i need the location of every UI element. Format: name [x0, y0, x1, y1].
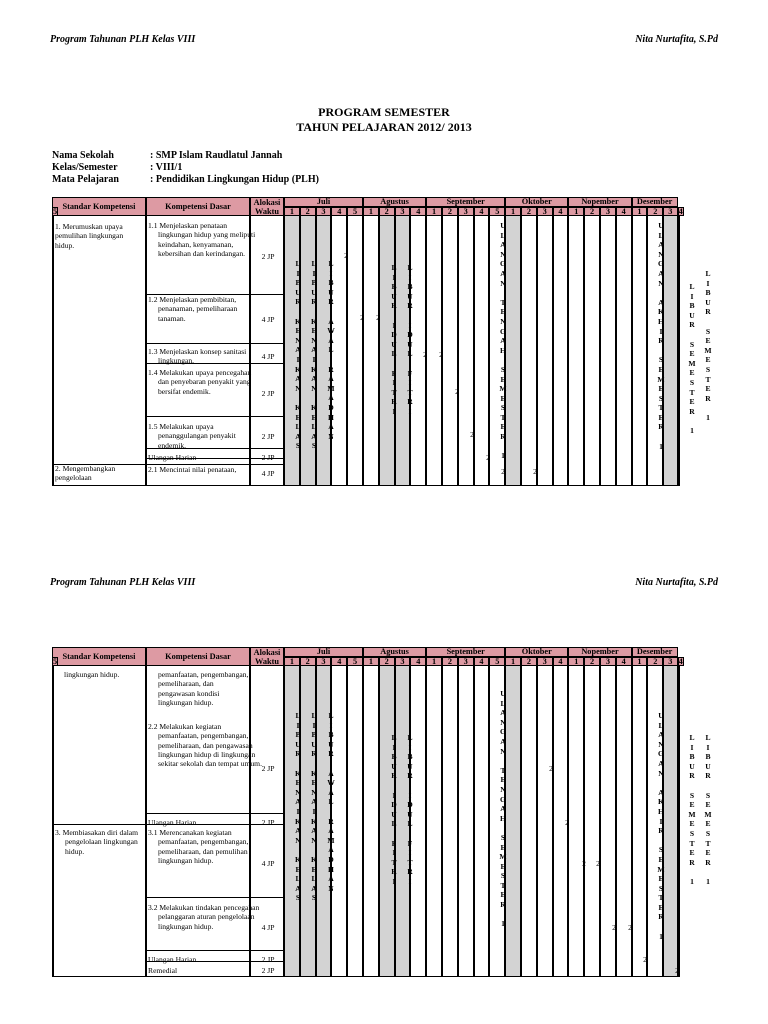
header-right: Nita Nurtafita, S.Pd — [635, 577, 718, 588]
header-month: Nopember — [568, 197, 631, 207]
header-week: 4 — [474, 207, 490, 217]
header-week: 4 — [616, 657, 632, 667]
header-standar-kompetensi: Standar Kompetensi — [52, 197, 146, 216]
alokasi-2-1: 4 JP — [261, 469, 275, 478]
header-week: 5 — [347, 657, 363, 667]
header-week: 5 — [489, 657, 505, 667]
header-month: Juli — [284, 197, 363, 207]
header-week: 4 — [553, 657, 569, 667]
header-week: 2 — [521, 657, 537, 667]
header-week: 2 — [300, 657, 316, 667]
info-row — [52, 162, 319, 174]
row-divider — [146, 950, 284, 951]
header-week: 3 — [537, 657, 553, 667]
week-column — [426, 666, 442, 977]
header-week: 3 — [395, 657, 411, 667]
header-month: Agustus — [363, 197, 426, 207]
kd-3-1: 3.1 Merencanakan kegiatan pemanfaatan, pengembangan, pemeliharaan, dan pemulihan lingkungan hidup. — [148, 828, 249, 865]
week-column — [458, 666, 474, 977]
kd-2-2: 2.2 Melakukan kegiatan pemanfaatan, pengembangan, pemeliharaan, dan pengawasan lingkungan hidup di lingkungan sekitar sekolah dan tempat umum. — [148, 722, 262, 769]
info-value: : VIII/1 — [150, 162, 183, 173]
ulangan-akhir-semester-label: U L A N G A N A K H I R S E M E S T E R 1 — [657, 711, 665, 941]
kd-3-2: 3.2 Melakukan tindakan pencegahan pelanggaran aturan pengelolaan lingkungan hidup. — [148, 903, 260, 931]
doc-title — [0, 105, 768, 135]
header-week: 2 — [584, 207, 600, 217]
header-week: 5 — [489, 207, 505, 217]
libur-kenaikan-kelas-label: L I B U R K E N A I K A N K E L A S — [311, 711, 317, 903]
ulangan-tengah-semester-label: U L A N G A N T E N G A H S E M E S T E R 1 — [499, 689, 507, 929]
ulangan-akhir-semester-label: U L A N G A N A K H I R S E M E S T E R 1 — [657, 221, 665, 451]
header-week: 1 — [632, 207, 648, 217]
header-week: 3 — [316, 207, 332, 217]
info-value: : SMP Islam Raudlatul Jannah — [150, 150, 283, 161]
header-month: Nopember — [568, 647, 631, 657]
week-mark: 2 — [533, 467, 537, 476]
header-week: 3 — [600, 207, 616, 217]
header-week: 2 — [647, 657, 663, 667]
alokasi-1-3: 4 JP — [261, 352, 275, 361]
week-column — [521, 216, 537, 486]
kd-ulangan-harian: Ulangan Harian — [148, 818, 197, 827]
header-week: 2 — [647, 207, 663, 217]
header-week: 4 — [410, 207, 426, 217]
libur-awal-ramadhan-label: L I B U R A W A L R A M A D H A N — [327, 259, 335, 441]
column-standar — [52, 216, 146, 486]
info-row — [52, 174, 319, 186]
row-divider — [146, 343, 284, 344]
week-column — [347, 666, 363, 977]
header-week: 5 — [53, 206, 58, 216]
header-month: September — [426, 197, 505, 207]
header-week: 2 — [379, 207, 395, 217]
alokasi-ulangan: 2 JP — [261, 955, 275, 964]
standar-kompetensi-1: 1. Merumuskan upaya pemulihan lingkungan hidup. — [55, 222, 124, 250]
header-month: September — [426, 647, 505, 657]
header-week: 3 — [537, 207, 553, 217]
header-week: 1 — [568, 207, 584, 217]
header-week: 4 — [678, 656, 683, 666]
kd-1-3: 1.3 Menjelaskan konsep sanitasi lingkungan. — [148, 347, 247, 366]
week-column — [442, 666, 458, 977]
alokasi-3-2: 4 JP — [261, 923, 275, 932]
week-mark: 2 — [549, 764, 553, 773]
program-table-page-1 — [52, 197, 714, 486]
libur-semester-label: L I B U R S E M E S T E R 1 — [704, 733, 712, 886]
header-alokasi-waktu: Alokasi Waktu — [250, 197, 284, 216]
program-table-page-2 — [52, 647, 714, 977]
header-week: 1 — [426, 207, 442, 217]
libur-semester-label: L I B U R S E M E S T E R 1 — [688, 733, 696, 886]
week-column — [678, 666, 680, 977]
page-header — [50, 577, 718, 591]
header-left: Program Tahunan PLH Kelas VIII — [50, 577, 196, 588]
header-week: 1 — [632, 657, 648, 667]
header-kompetensi-dasar: Kompetensi Dasar — [146, 647, 250, 666]
kd-ulangan-harian: Ulangan Harian — [148, 955, 197, 964]
week-mark: 2 — [376, 313, 380, 322]
header-left: Program Tahunan PLH Kelas VIII — [50, 34, 196, 45]
row-divider — [146, 897, 284, 898]
header-week: 3 — [316, 657, 332, 667]
header-week: 1 — [284, 207, 300, 217]
week-column — [632, 216, 648, 486]
week-column — [521, 666, 537, 977]
alokasi-1-2: 4 JP — [261, 315, 275, 324]
week-mark: 2 — [455, 387, 459, 396]
header-week: 4 — [331, 657, 347, 667]
week-column — [537, 666, 553, 977]
kd-remedial: Remedial — [148, 966, 178, 975]
header-week: 3 — [600, 657, 616, 667]
header-week: 3 — [663, 207, 677, 217]
libur-kenaikan-kelas-label: L I B U R K E N A I K A N K E L A S — [295, 259, 301, 451]
week-mark: 2 — [596, 859, 600, 868]
header-week: 4 — [331, 207, 347, 217]
week-column — [363, 666, 379, 977]
header-week: 5 — [347, 207, 363, 217]
alokasi-1-4: 2 JP — [261, 389, 275, 398]
header-week: 2 — [379, 657, 395, 667]
week-mark: 2 — [565, 818, 569, 827]
alokasi-ulangan: 2 JP — [261, 453, 275, 462]
libur-semester-label: L I B U R S E M E S T E R 1 — [704, 269, 712, 422]
header-week: 3 — [395, 207, 411, 217]
header-month: Agustus — [363, 647, 426, 657]
alokasi-1-5: 2 JP — [261, 432, 275, 441]
header-right: Nita Nurtafita, S.Pd — [635, 34, 718, 45]
kd-1-2: 1.2 Menjelaskan pembibitan, penanaman, pemeliharaan tanaman. — [148, 295, 238, 323]
info-value: : Pendidikan Lingkungan Hidup (PLH) — [150, 174, 319, 185]
alokasi-2-2: 2 JP — [261, 764, 275, 773]
week-column — [600, 216, 616, 486]
header-standar-kompetensi: Standar Kompetensi — [52, 647, 146, 666]
header-month: Juli — [284, 647, 363, 657]
header-week: 1 — [505, 657, 521, 667]
header-month: Desember — [632, 647, 678, 657]
week-mark: 2 — [439, 350, 443, 359]
week-column — [616, 216, 632, 486]
kd-1-5: 1.5 Melakukan upaya penanggulangan penyakit endemik. — [148, 422, 236, 450]
week-mark: 2 — [501, 467, 505, 476]
header-week: 4 — [678, 206, 683, 216]
week-mark: 2 — [470, 430, 474, 439]
column-standar — [52, 666, 146, 977]
standar-kompetensi-3: 3. Membiasakan diri dalam pengelolaan lingkungan hidup. — [55, 828, 139, 856]
info-label: Kelas/Semester — [52, 162, 118, 173]
row-divider — [146, 813, 284, 814]
header-kompetensi-dasar: Kompetensi Dasar — [146, 197, 250, 216]
week-mark: 2 — [486, 453, 490, 462]
alokasi-3-1: 4 JP — [261, 859, 275, 868]
header-month: Desember — [632, 197, 678, 207]
header-week: 3 — [458, 207, 474, 217]
kd-2-1: 2.1 Mencintai nilai penataan, — [148, 465, 237, 474]
week-column — [474, 216, 490, 486]
week-column — [553, 216, 569, 486]
week-column — [584, 216, 600, 486]
header-week: 2 — [442, 657, 458, 667]
alokasi-1-1: 2 JP — [261, 252, 275, 261]
header-week: 1 — [363, 657, 379, 667]
row-divider — [146, 416, 284, 417]
ulangan-tengah-semester-label: U L A N G A N T E N G A H S E M E S T E R 1 — [499, 221, 507, 461]
libur-kenaikan-kelas-label: L I B U R K E N A I K A N K E L A S — [295, 711, 301, 903]
school-info — [52, 150, 319, 186]
info-row — [52, 150, 319, 162]
page-header — [50, 34, 718, 48]
header-week: 4 — [474, 657, 490, 667]
libur-kenaikan-kelas-label: L I B U R K E N A I K A N K E L A S — [311, 259, 317, 451]
header-week: 4 — [553, 207, 569, 217]
header-month: Oktober — [505, 647, 568, 657]
header-week: 1 — [284, 657, 300, 667]
week-mark: 2 — [582, 859, 586, 868]
kd-ulangan-harian: Ulangan Harian — [148, 453, 197, 462]
week-mark: 2 — [643, 955, 647, 964]
header-week: 2 — [442, 207, 458, 217]
header-week: 4 — [616, 207, 632, 217]
header-week: 3 — [458, 657, 474, 667]
standar-kompetensi-2: 2. Mengembangkan pengelolaan — [55, 464, 116, 483]
week-column — [458, 216, 474, 486]
libur-semester-label: L I B U R S E M E S T E R 1 — [688, 282, 696, 435]
libur-idul-fitri-label: L I B U R I D U L F I T R I — [407, 263, 413, 416]
week-mark: 2 — [675, 966, 679, 975]
alokasi-ulangan: 2 JP — [261, 818, 275, 827]
kd-1-1: 1.1 Menjelaskan penataan lingkungan hidup yang meliputi keindahan, kenyamanan, kebersihan dan kerindangan. — [148, 221, 256, 258]
header-week: 1 — [568, 657, 584, 667]
header-week: 1 — [363, 207, 379, 217]
week-column — [474, 666, 490, 977]
libur-idul-fitri-label: L I B U R I D U L F I T R I — [391, 733, 397, 886]
header-month: Oktober — [505, 197, 568, 207]
kd-2-1-cont: pemanfaatan, pengembangan, pemeliharaan, dan pengawasan kondisi lingkungan hidup. — [158, 670, 249, 707]
week-mark: 2 — [360, 313, 364, 322]
header-week: 5 — [53, 656, 58, 666]
info-label: Mata Pelajaran — [52, 174, 119, 185]
week-mark: 2 — [628, 923, 632, 932]
week-column — [537, 216, 553, 486]
kd-1-4: 1.4 Melakukan upaya pencegahan dan penyebaran penyakit yang bersifat endemik. — [148, 368, 252, 396]
week-column — [363, 216, 379, 486]
week-column — [584, 666, 600, 977]
header-week: 2 — [521, 207, 537, 217]
libur-awal-ramadhan-label: L I B U R A W A L R A M A D H A N — [327, 711, 335, 893]
header-week: 4 — [410, 657, 426, 667]
header-alokasi-waktu: Alokasi Waktu — [250, 647, 284, 666]
week-column — [568, 216, 584, 486]
libur-idul-fitri-label: L I B U R I D U L F I T R I — [407, 733, 413, 886]
title-line-2: TAHUN PELAJARAN 2012/ 2013 — [296, 120, 472, 134]
header-week: 3 — [663, 657, 677, 667]
week-mark: 2 — [344, 251, 348, 260]
info-label: Nama Sekolah — [52, 150, 114, 161]
header-week: 2 — [584, 657, 600, 667]
week-mark: 2 — [612, 923, 616, 932]
libur-idul-fitri-label: L I B U R I D U L F I T R I — [391, 263, 397, 416]
header-week: 1 — [505, 207, 521, 217]
week-mark: 2 — [423, 350, 427, 359]
standar-kompetensi-2-cont: lingkungan hidup. — [64, 670, 120, 679]
header-week: 2 — [300, 207, 316, 217]
header-week: 1 — [426, 657, 442, 667]
alokasi-remedial: 2 JP — [261, 966, 275, 975]
title-line-1: PROGRAM SEMESTER — [318, 105, 450, 119]
week-column — [678, 216, 680, 486]
